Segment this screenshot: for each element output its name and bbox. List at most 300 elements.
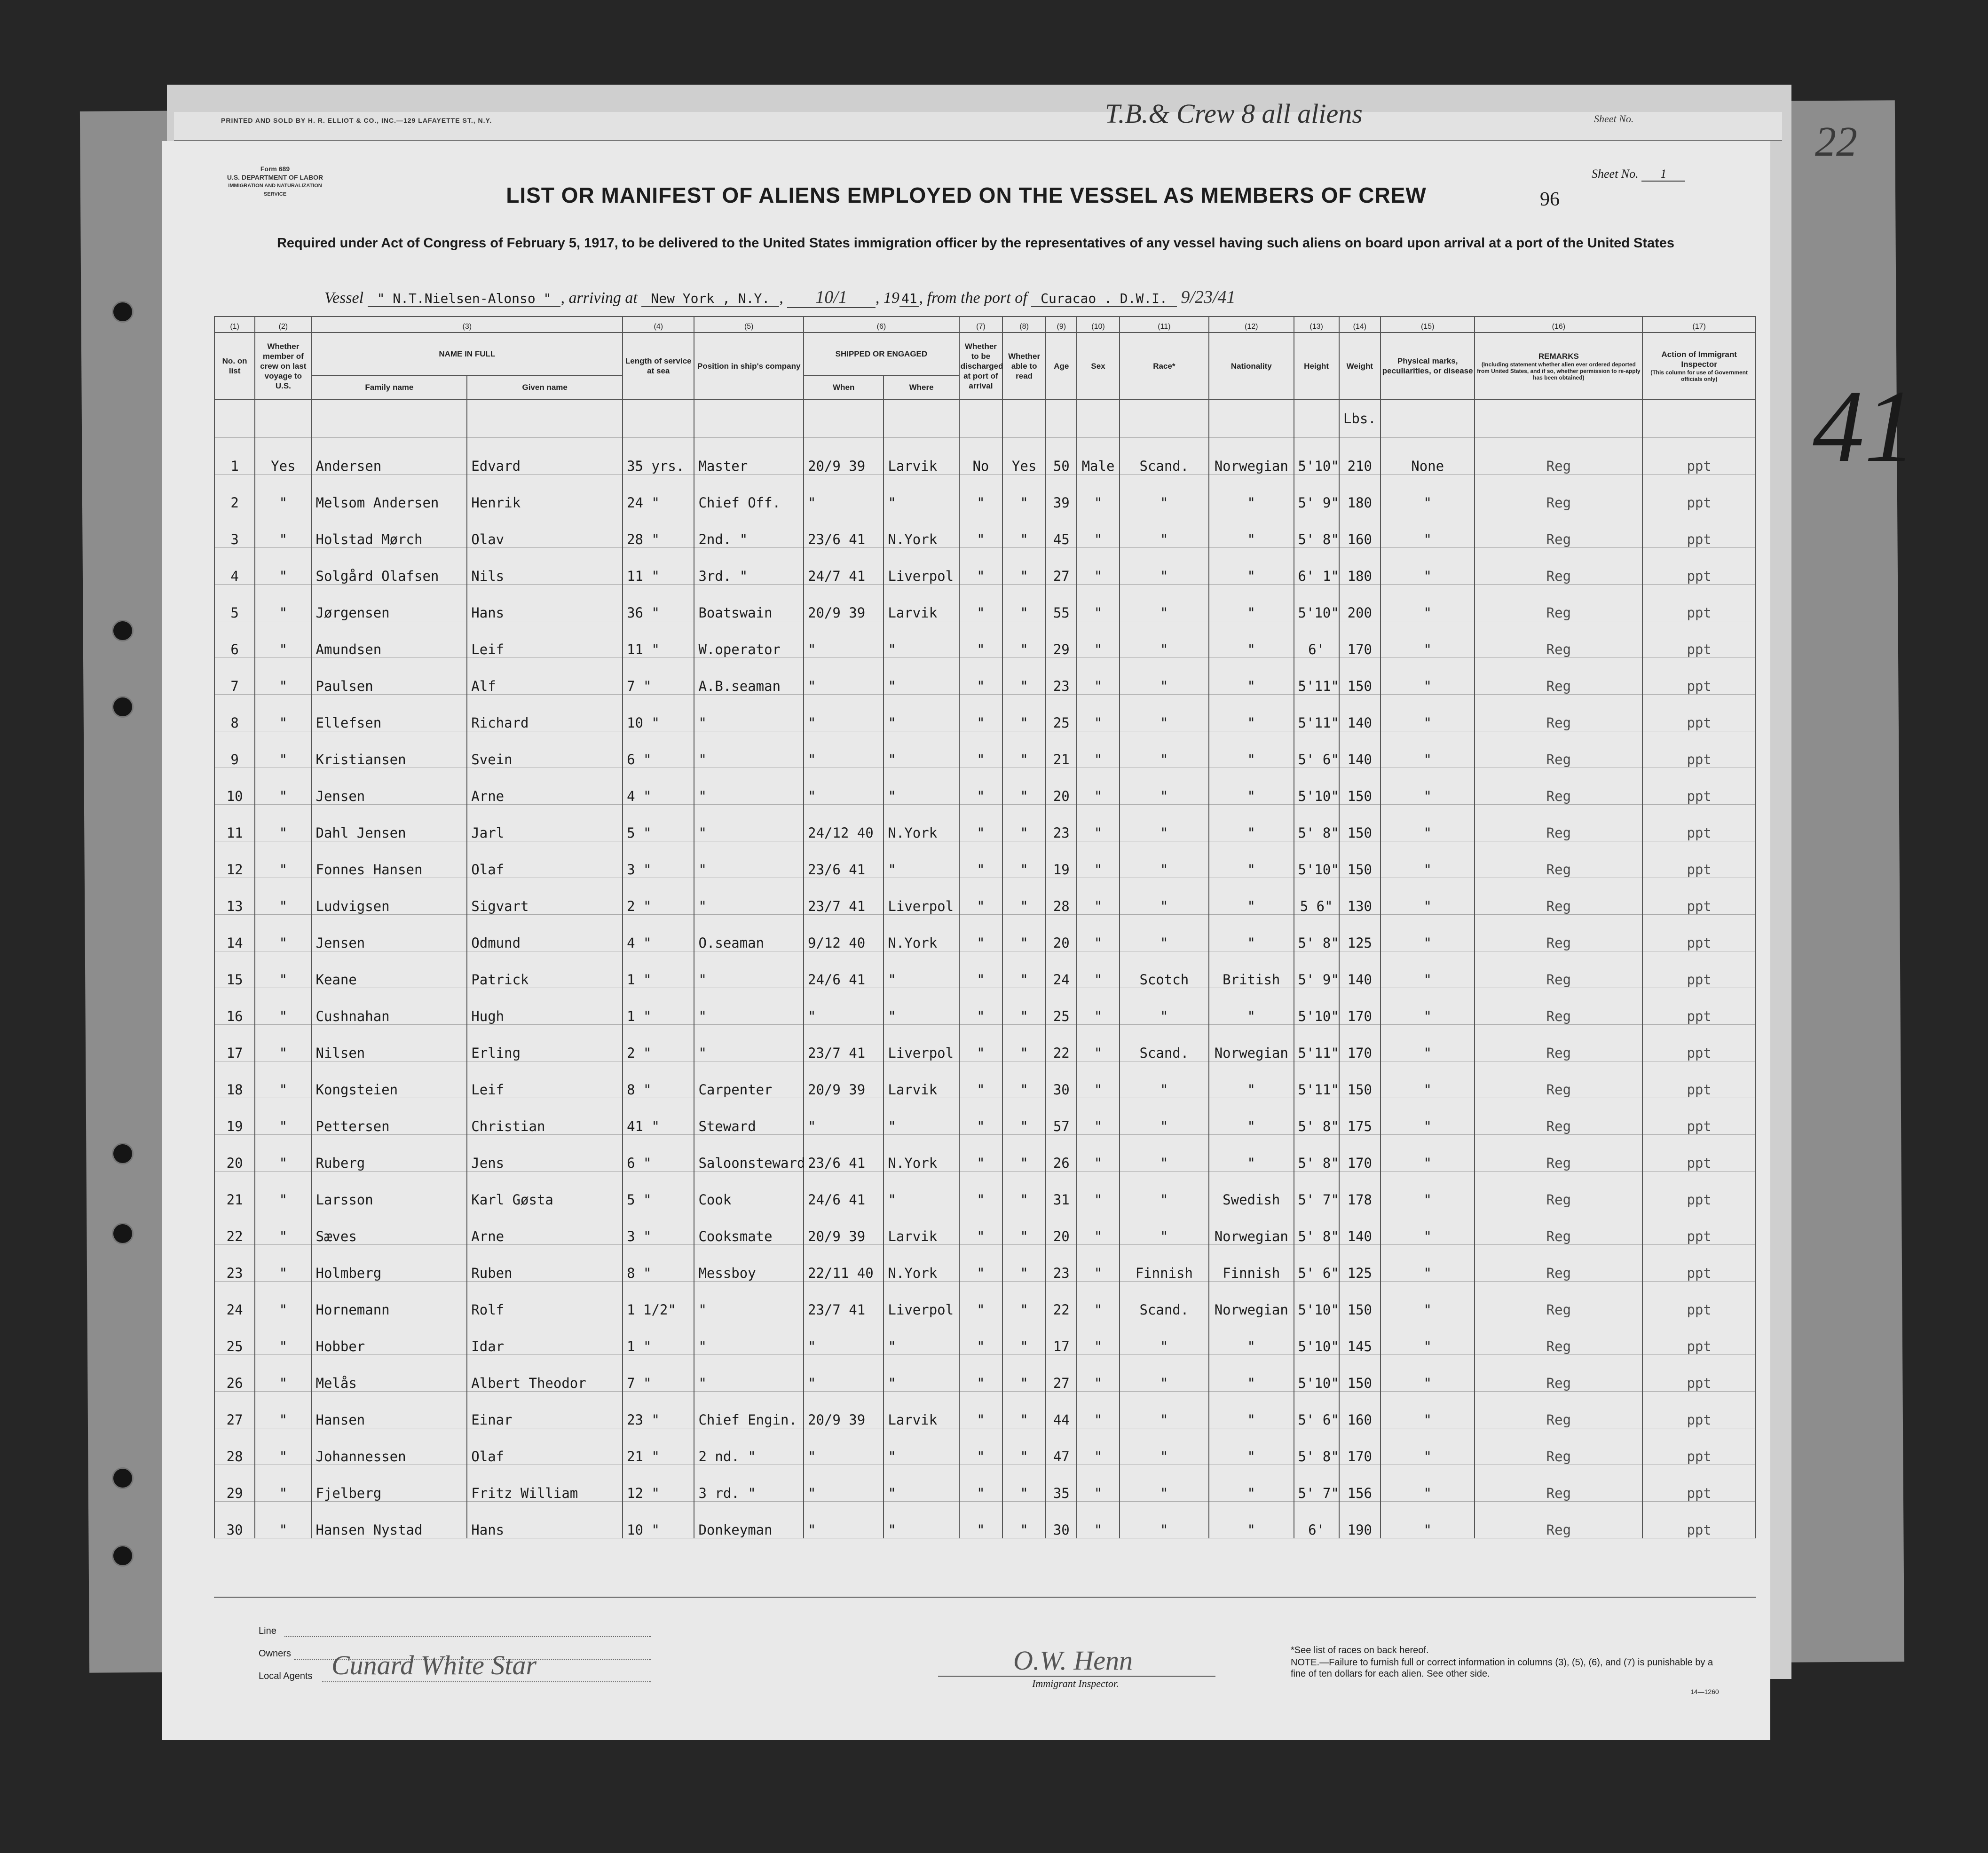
nationality-cell: " [1209, 475, 1294, 511]
discharged-cell: " [959, 585, 1002, 621]
position-cell: Chief Engin. [694, 1392, 804, 1428]
nationality-cell: Norwegian [1209, 1282, 1294, 1318]
table-row [214, 988, 1756, 1025]
row-number: 1 [214, 438, 255, 475]
row-number: 16 [214, 988, 255, 1025]
given-name-cell: Albert Theodor [467, 1355, 623, 1392]
table-row [214, 768, 1756, 805]
remark-cell: Reg [1475, 988, 1642, 1025]
position-cell: Carpenter [694, 1061, 804, 1098]
when-cell: " [804, 658, 884, 695]
position-cell: W.operator [694, 621, 804, 658]
header-row-1 [214, 333, 1756, 375]
discharged-cell: " [959, 475, 1002, 511]
where-cell: Larvik [884, 585, 959, 621]
where-cell: Larvik [884, 1061, 959, 1098]
family-name-cell: Melsom Andersen [311, 475, 467, 511]
member-cell: " [255, 768, 311, 805]
physical-cell: " [1381, 1392, 1475, 1428]
position-cell: Donkeyman [694, 1502, 804, 1538]
nationality-cell: " [1209, 548, 1294, 585]
col-given-name: Given name [467, 375, 623, 399]
when-cell: " [804, 621, 884, 658]
sex-cell: " [1077, 585, 1119, 621]
column-number-row: (1) (2) (3) (4) (5) (6) (7) (8) (9) (10) (11) (12) (13) (14) (15) (16) (17) [214, 317, 1756, 333]
height-cell: 5'11" [1294, 1061, 1339, 1098]
sex-cell: " [1077, 475, 1119, 511]
service-cell: 10 " [623, 1502, 694, 1538]
col-sex: Sex [1077, 333, 1119, 399]
race-cell: " [1120, 1465, 1209, 1502]
race-cell: " [1120, 1392, 1209, 1428]
where-cell: N.York [884, 511, 959, 548]
discharged-cell: " [959, 805, 1002, 841]
race-cell: Scand. [1120, 1282, 1209, 1318]
when-cell: 24/7 41 [804, 548, 884, 585]
nationality-cell: " [1209, 1392, 1294, 1428]
member-cell: " [255, 915, 311, 951]
position-cell: 3 rd. " [694, 1465, 804, 1502]
read-cell: " [1002, 988, 1046, 1025]
form-number: Form 689 [260, 165, 290, 173]
service-cell: 12 " [623, 1465, 694, 1502]
row-number: 6 [214, 621, 255, 658]
position-cell: " [694, 1282, 804, 1318]
table-row [214, 621, 1756, 658]
action-cell: ppt [1642, 1355, 1756, 1392]
line-label: Line [259, 1626, 276, 1636]
position-cell: " [694, 1318, 804, 1355]
row-number: 5 [214, 585, 255, 621]
position-cell: " [694, 731, 804, 768]
sex-cell: " [1077, 621, 1119, 658]
action-cell: ppt [1642, 1318, 1756, 1355]
height-cell: 5' 8" [1294, 805, 1339, 841]
sex-cell: " [1077, 658, 1119, 695]
where-cell: " [884, 951, 959, 988]
sex-cell: " [1077, 1135, 1119, 1172]
row-number: 4 [214, 548, 255, 585]
nationality-cell: Norwegian [1209, 1208, 1294, 1245]
discharged-cell: " [959, 511, 1002, 548]
vessel-label: Vessel [324, 289, 364, 307]
row-number: 22 [214, 1208, 255, 1245]
family-name-cell: Johannessen [311, 1428, 467, 1465]
given-name-cell: Nils [467, 548, 623, 585]
col-age: Age [1046, 333, 1077, 399]
physical-cell: " [1381, 1318, 1475, 1355]
weight-cell: 150 [1339, 1282, 1381, 1318]
discharged-cell: " [959, 988, 1002, 1025]
discharged-cell: " [959, 1428, 1002, 1465]
table-row [214, 951, 1756, 988]
table-row [214, 1465, 1756, 1502]
read-cell: " [1002, 511, 1046, 548]
sex-cell: " [1077, 548, 1119, 585]
year: 41 [899, 291, 919, 307]
position-cell: " [694, 878, 804, 915]
nationality-cell: " [1209, 805, 1294, 841]
sex-cell: " [1077, 1025, 1119, 1061]
fine-note: NOTE.—Failure to furnish full or correct information in columns (3), (5), (6), and (7) is punishable by a fine of ten dollars for each alien. See other side. [1291, 1657, 1713, 1679]
height-cell: 5' 7" [1294, 1172, 1339, 1208]
row-number: 28 [214, 1428, 255, 1465]
weight-cell: 170 [1339, 1428, 1381, 1465]
agents-blank [322, 1681, 651, 1682]
service-cell: 3 " [623, 841, 694, 878]
service-cell: 35 yrs. [623, 438, 694, 475]
family-name-cell: Ellefsen [311, 695, 467, 731]
when-cell: 23/6 41 [804, 1135, 884, 1172]
where-cell: " [884, 621, 959, 658]
family-name-cell: Ruberg [311, 1135, 467, 1172]
read-cell: " [1002, 695, 1046, 731]
sex-cell: " [1077, 1282, 1119, 1318]
action-cell: ppt [1642, 475, 1756, 511]
nationality-cell: " [1209, 915, 1294, 951]
corner-handwriting: 22 [1815, 119, 1857, 165]
read-cell: " [1002, 621, 1046, 658]
sheet-no-label: Sheet No. [1592, 167, 1639, 181]
service-cell: 1 " [623, 951, 694, 988]
family-name-cell: Hobber [311, 1318, 467, 1355]
given-name-cell: Leif [467, 621, 623, 658]
action-cell: ppt [1642, 1135, 1756, 1172]
remarks-title: REMARKS [1538, 351, 1579, 361]
age-cell: 28 [1046, 878, 1077, 915]
sex-cell: " [1077, 1392, 1119, 1428]
discharged-cell: " [959, 951, 1002, 988]
position-cell: 3rd. " [694, 548, 804, 585]
race-cell: " [1120, 1098, 1209, 1135]
col-where: Where [884, 375, 959, 399]
given-name-cell: Rolf [467, 1282, 623, 1318]
position-cell: " [694, 1025, 804, 1061]
row-number: 26 [214, 1355, 255, 1392]
physical-cell: " [1381, 1061, 1475, 1098]
remark-cell: Reg [1475, 1172, 1642, 1208]
table-row [214, 1245, 1756, 1282]
row-number: 29 [214, 1465, 255, 1502]
col-nationality: Nationality [1209, 333, 1294, 399]
action-cell: ppt [1642, 805, 1756, 841]
col-weight: Weight [1339, 333, 1381, 399]
read-cell: " [1002, 585, 1046, 621]
action-cell: ppt [1642, 511, 1756, 548]
position-cell: Cook [694, 1172, 804, 1208]
nationality-cell: " [1209, 585, 1294, 621]
discharged-cell: " [959, 841, 1002, 878]
given-name-cell: Hugh [467, 988, 623, 1025]
service-cell: 36 " [623, 585, 694, 621]
race-cell: " [1120, 878, 1209, 915]
family-name-cell: Ludvigsen [311, 878, 467, 915]
race-cell: " [1120, 1208, 1209, 1245]
row-number: 17 [214, 1025, 255, 1061]
service-cell: 5 " [623, 805, 694, 841]
where-cell: " [884, 1172, 959, 1208]
physical-cell: " [1381, 768, 1475, 805]
race-cell: " [1120, 585, 1209, 621]
weight-cell: 140 [1339, 695, 1381, 731]
age-cell: 24 [1046, 951, 1077, 988]
given-name-cell: Erling [467, 1025, 623, 1061]
remarks-subtitle: (Including statement whether alien ever ordered deported from United States, and if so, whether permission to re-apply has been obtained) [1477, 361, 1641, 381]
discharged-cell: " [959, 1465, 1002, 1502]
action-cell: ppt [1642, 621, 1756, 658]
races-note: *See list of races on back hereof. [1291, 1645, 1429, 1655]
physical-cell: " [1381, 1172, 1475, 1208]
position-cell: Chief Off. [694, 475, 804, 511]
weight-cell: 160 [1339, 1392, 1381, 1428]
weight-cell: 150 [1339, 805, 1381, 841]
action-cell: ppt [1642, 695, 1756, 731]
discharged-cell: " [959, 1172, 1002, 1208]
remark-cell: Reg [1475, 878, 1642, 915]
age-cell: 45 [1046, 511, 1077, 548]
position-cell: 2nd. " [694, 511, 804, 548]
when-cell: " [804, 1355, 884, 1392]
race-cell: " [1120, 658, 1209, 695]
race-cell: " [1120, 805, 1209, 841]
discharged-cell: " [959, 1061, 1002, 1098]
service-cell: 4 " [623, 768, 694, 805]
discharged-cell: " [959, 1392, 1002, 1428]
sex-cell: " [1077, 805, 1119, 841]
given-name-cell: Richard [467, 695, 623, 731]
row-number: 23 [214, 1245, 255, 1282]
member-cell: " [255, 621, 311, 658]
vessel-name: " N.T.Nielsen-Alonso " [368, 291, 561, 307]
table-row [214, 805, 1756, 841]
service-cell: 2 " [623, 1025, 694, 1061]
where-cell: " [884, 731, 959, 768]
discharged-cell: " [959, 878, 1002, 915]
weight-cell: 170 [1339, 1135, 1381, 1172]
remark-cell: Reg [1475, 915, 1642, 951]
discharged-cell: " [959, 1282, 1002, 1318]
weight-cell: 145 [1339, 1318, 1381, 1355]
row-number: 3 [214, 511, 255, 548]
where-cell: Larvik [884, 1392, 959, 1428]
height-cell: 6' [1294, 621, 1339, 658]
remark-cell: Reg [1475, 768, 1642, 805]
when-cell: 24/12 40 [804, 805, 884, 841]
read-cell: " [1002, 1135, 1046, 1172]
read-cell: " [1002, 1025, 1046, 1061]
physical-cell: " [1381, 841, 1475, 878]
arriving-label: , arriving at [560, 289, 638, 307]
sex-cell: " [1077, 695, 1119, 731]
weight-cell: 170 [1339, 621, 1381, 658]
row-number: 8 [214, 695, 255, 731]
weight-cell: 160 [1339, 511, 1381, 548]
weight-cell: 140 [1339, 951, 1381, 988]
height-cell: 5'10" [1294, 768, 1339, 805]
action-cell: ppt [1642, 1465, 1756, 1502]
physical-cell: " [1381, 511, 1475, 548]
race-cell: " [1120, 1428, 1209, 1465]
height-cell: 5' 8" [1294, 1428, 1339, 1465]
position-cell: " [694, 988, 804, 1025]
nationality-cell: " [1209, 1061, 1294, 1098]
subtitle: Required under Act of Congress of February 5, 1917, to be delivered to the United States immigration officer by the representatives of any vessel having such aliens on board upon arrival at a port of the United States [276, 236, 1675, 251]
col-name: NAME IN FULL [311, 333, 623, 375]
height-cell: 5' 8" [1294, 1135, 1339, 1172]
table-row [214, 1502, 1756, 1538]
remark-cell: Reg [1475, 658, 1642, 695]
height-cell: 6' [1294, 1502, 1339, 1538]
given-name-cell: Alf [467, 658, 623, 695]
race-cell: " [1120, 1061, 1209, 1098]
remark-cell: Reg [1475, 585, 1642, 621]
nationality-cell: " [1209, 988, 1294, 1025]
position-cell: " [694, 1355, 804, 1392]
member-cell: " [255, 1318, 311, 1355]
remark-cell: Reg [1475, 841, 1642, 878]
action-cell: ppt [1642, 1282, 1756, 1318]
race-cell: " [1120, 475, 1209, 511]
when-cell: " [804, 1098, 884, 1135]
family-name-cell: Cushnahan [311, 988, 467, 1025]
weight-unit: Lbs. [1339, 399, 1381, 438]
remark-cell: Reg [1475, 1465, 1642, 1502]
race-cell: " [1120, 841, 1209, 878]
col-family-name: Family name [311, 375, 467, 399]
remark-cell: Reg [1475, 731, 1642, 768]
remark-cell: Reg [1475, 805, 1642, 841]
col-shipped: SHIPPED OR ENGAGED [804, 333, 959, 375]
given-name-cell: Idar [467, 1318, 623, 1355]
member-cell: " [255, 1392, 311, 1428]
position-cell: " [694, 951, 804, 988]
physical-cell: " [1381, 915, 1475, 951]
discharged-cell: " [959, 731, 1002, 768]
weight-cell: 180 [1339, 548, 1381, 585]
where-cell: " [884, 1428, 959, 1465]
nationality-cell: " [1209, 1465, 1294, 1502]
member-cell: " [255, 878, 311, 915]
weight-cell: 125 [1339, 915, 1381, 951]
table-row [214, 841, 1756, 878]
member-cell: " [255, 475, 311, 511]
family-name-cell: Holmberg [311, 1245, 467, 1282]
weight-cell: 150 [1339, 1061, 1381, 1098]
inspector-label: Immigrant Inspector. [1032, 1678, 1119, 1689]
read-cell: " [1002, 1465, 1046, 1502]
discharged-cell: " [959, 1135, 1002, 1172]
col-physical: Physical marks, peculiarities, or disease [1381, 333, 1475, 399]
units-row [214, 399, 1756, 438]
col-member: Whether member of crew on last voyage to U.S. [255, 333, 311, 399]
member-cell: " [255, 1245, 311, 1282]
member-cell: " [255, 1061, 311, 1098]
remark-cell: Reg [1475, 1282, 1642, 1318]
where-cell: Liverpol [884, 1025, 959, 1061]
row-number: 19 [214, 1098, 255, 1135]
where-cell: N.York [884, 1245, 959, 1282]
read-cell: " [1002, 915, 1046, 951]
year-prefix: , 19 [875, 289, 899, 307]
height-cell: 5'10" [1294, 1318, 1339, 1355]
service-cell: 1 1/2" [623, 1282, 694, 1318]
when-cell: 20/9 39 [804, 585, 884, 621]
service-cell: 41 " [623, 1098, 694, 1135]
service-cell: 11 " [623, 548, 694, 585]
service-cell: 28 " [623, 511, 694, 548]
service-cell: 1 " [623, 988, 694, 1025]
nationality-cell: " [1209, 1428, 1294, 1465]
service-cell: 6 " [623, 731, 694, 768]
age-cell: 23 [1046, 1245, 1077, 1282]
member-cell: " [255, 585, 311, 621]
when-cell: 23/7 41 [804, 878, 884, 915]
row-number: 15 [214, 951, 255, 988]
action-cell: ppt [1642, 878, 1756, 915]
weight-cell: 175 [1339, 1098, 1381, 1135]
sex-cell: " [1077, 915, 1119, 951]
service-cell: 7 " [623, 658, 694, 695]
when-cell: 23/6 41 [804, 511, 884, 548]
member-cell: Yes [255, 438, 311, 475]
read-cell: Yes [1002, 438, 1046, 475]
sex-cell: " [1077, 841, 1119, 878]
given-name-cell: Ruben [467, 1245, 623, 1282]
action-cell: ppt [1642, 1502, 1756, 1538]
weight-cell: 130 [1339, 878, 1381, 915]
owners-label: Owners [259, 1648, 291, 1659]
crew-table [214, 316, 1756, 1538]
action-cell: ppt [1642, 1025, 1756, 1061]
when-cell: 20/9 39 [804, 1061, 884, 1098]
when-cell: " [804, 1465, 884, 1502]
vessel-line: Vessel " N.T.Nielsen-Alonso " , arriving at New York , N.Y. , 10/1 , 19 41 , from the port of Curacao . D.W.I. 9/23/41 [324, 287, 1236, 307]
discharged-cell: " [959, 1208, 1002, 1245]
height-cell: 6' 1" [1294, 548, 1339, 585]
given-name-cell: Hans [467, 585, 623, 621]
table-row [214, 1282, 1756, 1318]
age-cell: 25 [1046, 695, 1077, 731]
nationality-cell: " [1209, 768, 1294, 805]
table-row [214, 1392, 1756, 1428]
family-name-cell: Holstad Mørch [311, 511, 467, 548]
nationality-cell: " [1209, 1135, 1294, 1172]
read-cell: " [1002, 841, 1046, 878]
given-name-cell: Edvard [467, 438, 623, 475]
action-cell: ppt [1642, 841, 1756, 878]
race-cell: " [1120, 1318, 1209, 1355]
action-cell: ppt [1642, 988, 1756, 1025]
binder-hole [112, 1143, 134, 1164]
position-cell: " [694, 768, 804, 805]
given-name-cell: Jarl [467, 805, 623, 841]
given-name-cell: Hans [467, 1502, 623, 1538]
weight-cell: 170 [1339, 988, 1381, 1025]
age-cell: 19 [1046, 841, 1077, 878]
row-number: 25 [214, 1318, 255, 1355]
age-cell: 27 [1046, 548, 1077, 585]
physical-cell: " [1381, 1282, 1475, 1318]
read-cell: " [1002, 475, 1046, 511]
family-name-cell: Hansen [311, 1392, 467, 1428]
age-cell: 20 [1046, 1208, 1077, 1245]
line-blank [284, 1636, 651, 1637]
position-cell: O.seaman [694, 915, 804, 951]
physical-cell: " [1381, 658, 1475, 695]
height-cell: 5 6" [1294, 878, 1339, 915]
race-cell: " [1120, 511, 1209, 548]
footer [214, 1597, 1756, 1729]
